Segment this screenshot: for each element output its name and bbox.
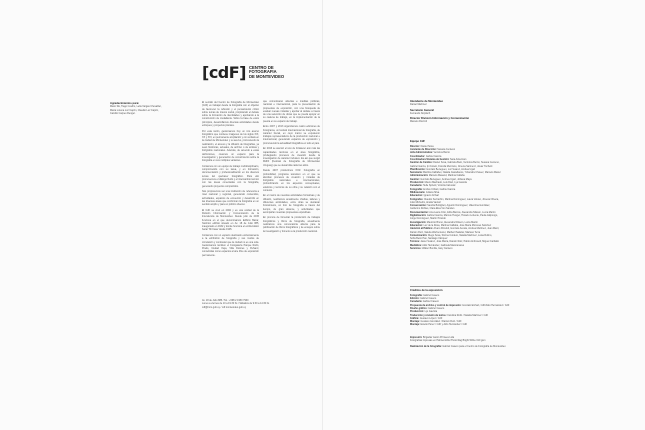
credit-role: Curaduría:: [410, 300, 423, 304]
credit-names: Estelio Pérez / CdF y Aldo Hernández / CdF: [420, 323, 468, 327]
credit-names: Marilina Caillabet, Natalia Castellanos, Yohandra Chavez, Marcelo Mariel: [423, 171, 501, 175]
credit-names: Gabriel Casero: [423, 293, 440, 297]
institutional-text-column-2: [263, 100, 320, 235]
credit-role: Gestión de Cambio:: [410, 161, 433, 165]
credit-names: Andrés Cribari, Gabriel García: [423, 187, 456, 191]
credit-names: Gabriel Casero: [420, 297, 437, 301]
credit-names: Diego Sosa, Silvina Cordero, Natalia Martínez, Luisa Rufino,: [427, 233, 493, 237]
credit-role: Gestión:: [410, 177, 420, 181]
body-paragraph: Desde 2007 producimos FOZ. Fotografía en profundidad, programa televisivo en el que se abordan procesos de creación y miradas de fotógrafos nacionales e internacionales, profundizando en los aspectos conceptuales, estéticos y técnicos de su obra y su relación con el contexto.: [263, 169, 320, 192]
role-title: Intendente de Montevideo: [410, 100, 444, 103]
credit-role: Coordinador:: [410, 154, 426, 158]
credit-names: Gabriel Casero: [428, 306, 445, 310]
credit-names: Gustavo González / Darwin Ruiz / CdF: [420, 320, 462, 324]
credit-role: Producción:: [410, 310, 424, 314]
acknowledgements-line: Mario SE, Tiago Coelho, Lelia Vargas Chevallier,: [110, 105, 162, 109]
credit-role: Asistente de Dirección:: [410, 148, 437, 152]
credit-names: Gonzalo Bezeguen, Andrea Ugaz, Johana Maya: [420, 177, 472, 181]
page-spine-divider: [322, 0, 323, 430]
acknowledgements-line: María Lorena Luz Caprin, Claudio Luz Caprin,: [110, 108, 159, 112]
body-paragraph: Entre 2007 y 2013 organizamos cuatro ediciones de Fotograma, un festival internacional de fotografía, de carácter bienal, en cuyo marco se expusieron trabajos representativos de la producción nacional e internacional, generando espacios de exposición y promoviendo la actualidad fotográfica en todo el país.: [263, 125, 320, 145]
role-name: Marcelo Rozzoli: [410, 120, 428, 124]
credit-names: Javier Suárez, José María, Darwin Ruiz, Pablo Ambrosoli, Miguel Carballo: [420, 240, 499, 244]
credit-role: Coordinadora Sistema de Gestión:: [410, 157, 450, 161]
credit-role: Producción:: [410, 181, 424, 185]
credit-role: Técnica:: [410, 240, 420, 244]
address-text: Av. 18 de Julio 885 / Tel.: +598 2 1950 7960: [202, 299, 249, 302]
credit-role: Diseño gráfico:: [410, 306, 428, 310]
credit-names: Helle Sprietti, Victoria Irazustal: [422, 184, 456, 188]
hours-text: Lunes a viernes de 10 a 19:30 hs / Sábados de 9:30 a 14:30 hs: [202, 302, 270, 306]
credit-role: Servicios:: [410, 247, 422, 250]
cdf-logo-text: CENTRO DE FOTOGRAFÍA DE MONTEVIDEO: [249, 65, 285, 79]
credit-names: Gustavo López / CdF: [419, 316, 443, 320]
body-paragraph: Nos proponemos ser una institución de referencia a nivel nacional y regional, generando contenidos, actividades, espacios de encuentro y desarrollo en las diversas áreas que conforman la fotografía en un sentido amplio y para un público diverso.: [202, 189, 259, 207]
credit-row: [410, 323, 520, 326]
web-text: cdf@imm.gub.uy / cdf.montevideo.gub.uy: [202, 305, 247, 309]
credit-role: Propuesta de archivo y control de impresión:: [410, 303, 462, 307]
credit-names: Sara Ackerman: [450, 157, 467, 161]
credit-names: Verónica Barrio: [433, 151, 450, 155]
body-paragraph: En el marco de nuestras actividades formativas y de difusión, realizamos anualmente charlas, talleres y diferentes actividades, entre otras se destacan Fotosíntesis, un foro de fotografía a través del tiempo, de gran alcance, y actividades que acompañan nuestras propuestas expositivas.: [263, 194, 320, 214]
credit-names: Alvaro Rimoldi, Gonzalo Acosta, Andrea Martínez, Juan Martí,: [433, 227, 500, 231]
exhibition-credits: [410, 286, 520, 327]
body-paragraph: El sentido del Centro de Fotografía de Montevideo (CdF) es trabajar desde la fotografía con el objetivo de favorecer la reflexión y el pensamiento crítico sobre temas de interés social, propiciando el debate sobre la formación de identidades y aportando a la construcción de ciudadanía. Sobre la base de estos principios, desarrollamos diversas actividades desde enfoques y proyectos plurales.: [202, 101, 259, 128]
contact-block: [202, 299, 320, 309]
credit-names: Carolina Rolin / Natalia Martínez / CdF: [447, 313, 489, 317]
credit-row: [410, 247, 528, 250]
credit-role: Planificación:: [410, 167, 426, 171]
print-row: Impresión: Brigadier Aaron Printees Ltda: [410, 336, 455, 339]
cdf-logo: [202, 63, 284, 82]
credit-role: Atención al Público:: [410, 227, 433, 231]
credit-names: Gabriel Casero: [422, 300, 439, 304]
credit-names: Guillermo Robles, Clara Elsa Von Sanden: [410, 207, 455, 211]
acknowledgements-title: Agradecimientos para:: [110, 102, 140, 105]
credit-names: Gabriel García: [425, 154, 442, 158]
institutional-text-column: [202, 101, 259, 259]
body-paragraph: El CdF se creó en 2002 y es una unidad de la División Información y Comunicación de la Intendencia de Montevideo. Desde julio de 2015 funciona en el que denominamos Edificio Bazar, histórico edificio situado en Av. 18 de Julio 885, inaugurado en 1932 y donde funciona el emblemático bazar 'Mi Casa' desde 1945.: [202, 208, 259, 232]
credit-role: Investigación:: [410, 220, 427, 224]
credit-names: Gonzalo Etchart, CdF/Aldo Hernández / CdF: [462, 303, 510, 307]
credit-names: Aldo Hernández, Gabriela Manicanares: [422, 243, 465, 247]
credit-names: Gonzalo Bezeguen, Luz Suarez, Andrea Ugaz: [426, 167, 476, 171]
credit-role: Gráfica:: [410, 316, 420, 320]
credit-names: Juliana Silva: [425, 190, 440, 194]
body-paragraph: Por esta razón, gestionamos hoy un rico acervo fotográfico que contiene imágenes de los siglos XIX, XX y XXI, en permanente ampliación y con énfasis en la ciudad de Montevideo y su acervo, promoviendo la realización, el acceso y la difusión de fotografías, ya sean históricas, actuales, de archivo o de artistas y fotógrafos nacionales. Además, de acuerdo a estas definiciones, creamos un espacio para la investigación y generación de conocimiento sobre la fotografía en sus múltiples variantes.: [202, 129, 260, 163]
credit-role: Digitalización:: [410, 214, 427, 218]
cdf-logo-mark: [cdF]: [202, 63, 246, 82]
credit-role: Traducción y revisión de textos:: [410, 313, 447, 317]
credit-names: Daniel Sosa, Gabriela Belo, Verónica Berrio, Susana Centeno,: [433, 161, 500, 165]
body-paragraph: que comunicaran abiertas e inéditas políticas, nacional e internacional, para la presentación de propuestas de exposición, con una búsqueda de evaluar nuevas miradas y aportar al debate a través de una selección de obras que se pueda apoyar en su cadena de trabajo, en la implementación de la puesta en su espacio de trabajo.: [263, 100, 320, 123]
credit-names: Walter Bonilla, Gary Cantero: [422, 247, 453, 250]
credit-role: Jefa Administrativa:: [410, 151, 433, 155]
role-name: Fernando Nopitsch: [410, 111, 431, 115]
body-paragraph: En procura de fomentar la producción de trabajos fotográficos y libros de fotografía, anualmente realizamos una convocatoria abierta para la publicación de libros fotográficos y de ensayos sobre la investigación y fomento a la producción nacional.: [263, 216, 320, 233]
credit-names: Susana Centeno: [437, 148, 456, 152]
credit-role: Mediática:: [410, 243, 422, 247]
credit-role: Administración:: [410, 174, 429, 178]
credit-names: Sofía Beiro Pan, Santiago Vázquez: [410, 237, 448, 241]
paper-text: Fotografías impresas en Hahnemühle Photo Rag Bright White 310 gsm: [410, 339, 486, 343]
role-title: Secretario General: [410, 108, 434, 112]
credit-names: Jorge Domínguez, Martín Picardo: [410, 217, 446, 221]
credit-names: Mauricio Bruno, Alexandra Nilsson, Lucía Martín: [426, 220, 478, 224]
credit-role: Conservación:: [410, 204, 427, 208]
credit-role: Montaje:: [410, 320, 420, 324]
credit-role: Educación:: [410, 223, 423, 227]
credit-names: Ignacio Cribari: [423, 194, 439, 198]
team-credits-list: [410, 140, 528, 250]
acknowledgements-line: Camillo Carpeo Rengel.: [110, 111, 136, 115]
credit-names: Lys Gaviola: [424, 310, 438, 314]
credit-role: Fotografía:: [410, 293, 423, 297]
credit-role: Curaduría:: [410, 184, 423, 188]
credit-role: Educación:: [410, 194, 423, 198]
credit-names: Darwin Ruiz, Valeria Werbeniuzer, Matheril Salazar, Mariano Terra: [410, 230, 481, 234]
credit-role: Secretaría:: [410, 171, 423, 175]
credit-role: Documentación:: [410, 210, 429, 214]
credit-role: Bibliotecaria:: [410, 190, 426, 194]
credit-names: Ana Laura Cirio, Eliza Barcos, Alexandra Nilsson, Lucía Martín: [429, 210, 496, 214]
credit-role: Fotógrafos:: [410, 197, 424, 201]
credit-names: Marcelo Masand, Martina Callaba: [428, 174, 465, 178]
credit-names: Sandra Bottiglieri, Agustín Dominguez, Valentina González,: [427, 204, 491, 208]
credit-names: Daniel Sosa: [420, 144, 434, 148]
body-paragraph: Contamos con un equipo de trabajo multidisciplinario, comprometido con su tarea, y en formación, documentación y profesionalización en los diversos temas del quehacer fotográfico. Para ello promovemos el diálogo fluido y el intercambio técnico con las áreas conectadas con la fotografía, generando proyectos compartidos.: [202, 164, 259, 188]
credit-names: Julio Michelini, Analía Vantori: [410, 200, 441, 204]
team-title: Equipo CdF: [410, 140, 426, 143]
credit-role: Montaje:: [410, 323, 420, 327]
production-row: Realización de la fotografía: Gabriel Casero para el Centro de Fotografía de Montevideo: [410, 344, 506, 348]
role-title: Director División Información y Comunicación: [410, 117, 470, 121]
credit-names: Gabriel García, Marcos Hunger, Horacio Loriente, Paula Jalipongo,: [426, 214, 498, 218]
credit-role: Fotografía:: [410, 187, 423, 191]
print-info: [410, 336, 528, 348]
credit-names: Mauro Machado, Luis Diaz, Lys Gaviola: [424, 181, 467, 185]
credit-role: Edición:: [410, 297, 420, 301]
credit-names: Gabriel García, Ipi Cotelo, Fiorella Mezzano, Jimena Sarmenz, Javier Tochetti: [410, 164, 493, 168]
body-paragraph: Contamos con un espacio destinado exclusivamente a la exhibición de fotografía y sus modos de circulación y contrastar que la ciudad no es una sola. Gestionamos también el Fotogalería Parque Rodó, Prado, Ciudad Vieja, Villa Dolores y Peñarol, concebidas como espacios al aire libre de exposición permanente.: [202, 233, 259, 257]
credit-role: Director:: [410, 144, 420, 148]
acknowledgements-block: [110, 102, 176, 115]
credit-role: Comunicación:: [410, 233, 428, 237]
exhibition-credits-title: Créditos de la exposición: [410, 289, 443, 292]
authorities-block: [410, 100, 520, 124]
role-name: Daniel Martínez: [410, 103, 427, 107]
credit-names: Luz de la Rosa, Martina Caillaba, José María Morones Sánchez: [423, 223, 492, 227]
credit-names: Claudio Sa Fachin, Martina Domínguez, Laura Veloso, Jimena Olivera,: [423, 197, 499, 201]
body-paragraph: En 2016 se asumió el reto de fortalecer aún más las capacidades técnicas en el área fotográfica, privilegiando procesos de creación desde la investigación de carácter inclusivo. Es así que surgió MdFF (Festival de Fotografía de Montevideo Uruguay) que se desarrolla cada tres años.: [263, 147, 320, 167]
